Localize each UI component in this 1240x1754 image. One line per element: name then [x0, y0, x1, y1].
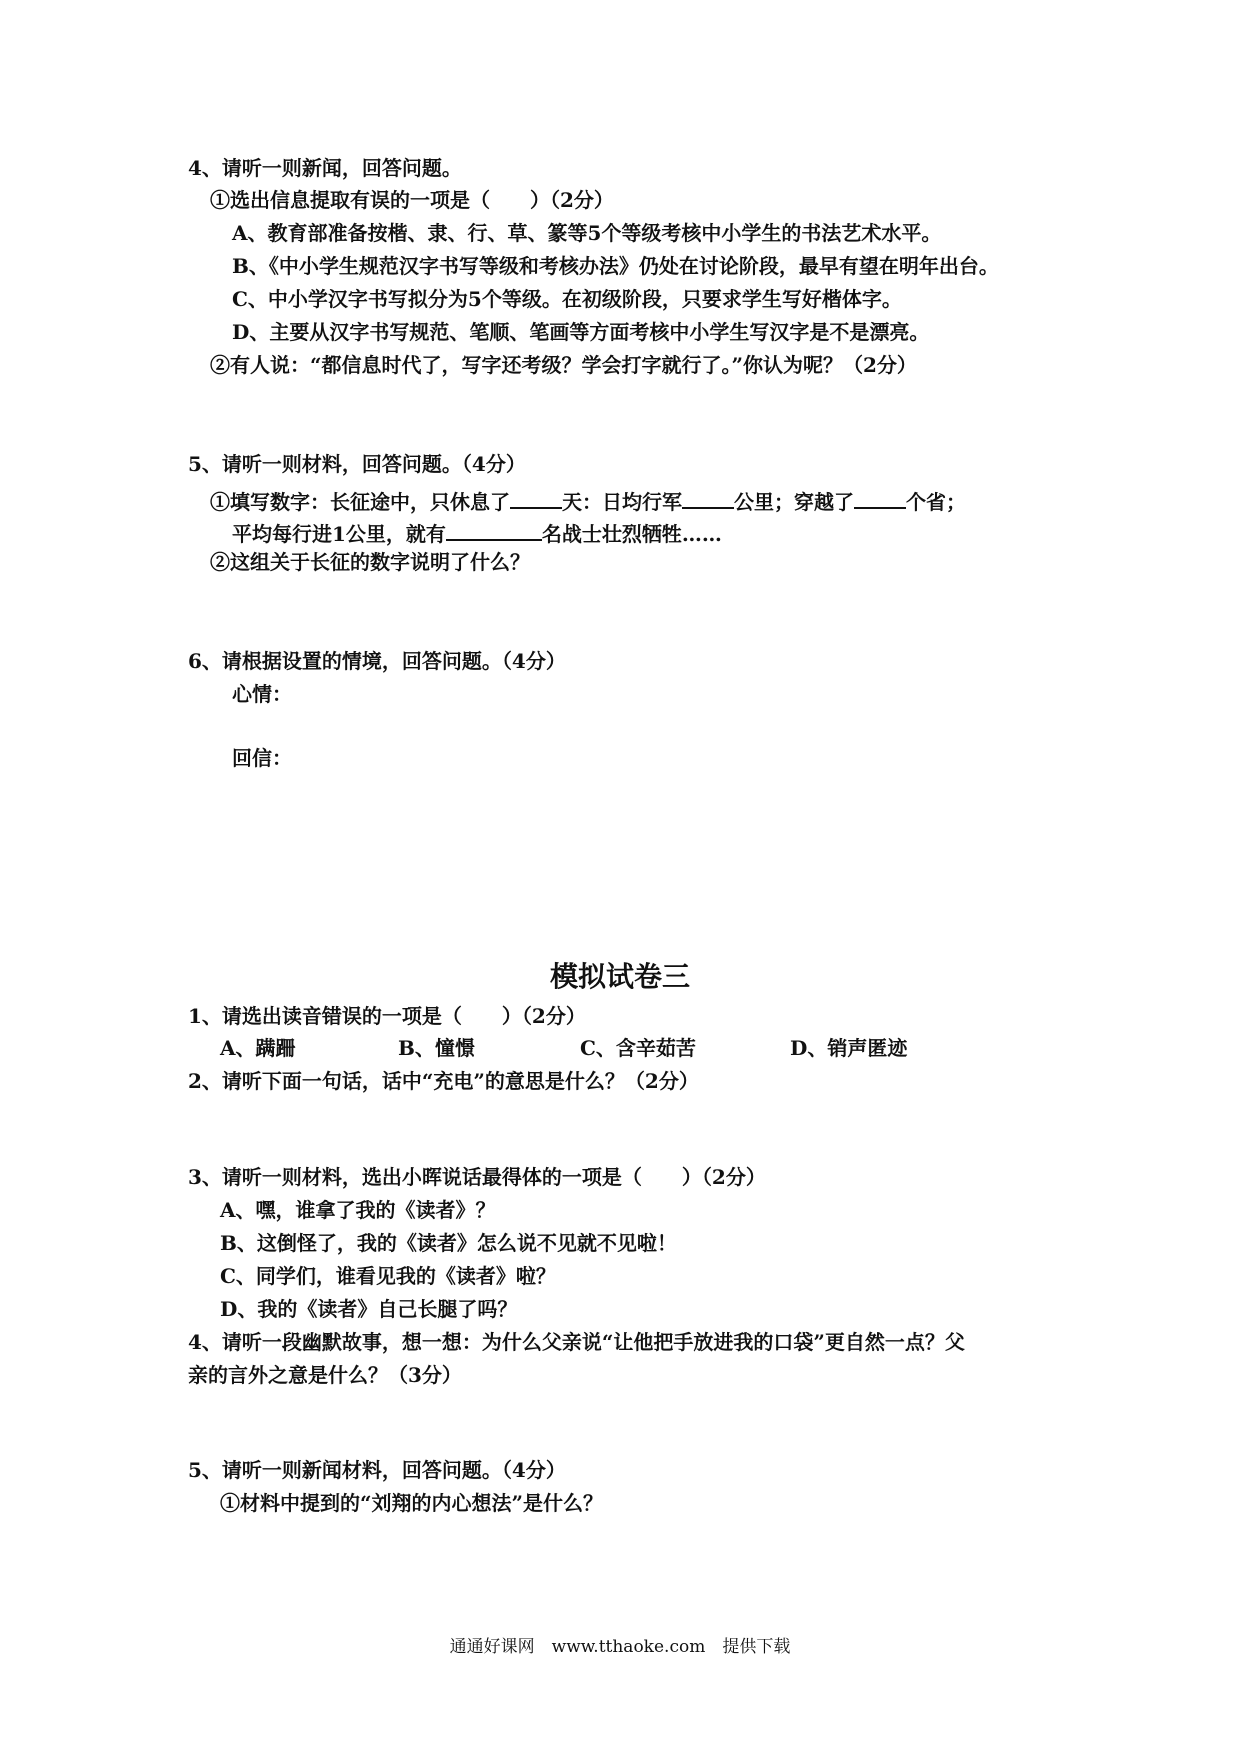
s3-q2-stem: 2、请听下面一句话，话中“充电”的意思是什么？（2分）	[188, 1069, 699, 1093]
q5-sub1-text-3: 公里；穿越了	[734, 490, 854, 514]
answer-blank[interactable]	[446, 519, 542, 541]
q4-sub1: ①选出信息提取有误的一项是（ ）（2分）	[210, 188, 614, 212]
q5-sub1-line2-text-1: 平均每行进1公里，就有	[232, 522, 446, 546]
s3-q1-option-c: C、含辛茹苦	[580, 1036, 696, 1060]
s3-q4-line2: 亲的言外之意是什么？（3分）	[188, 1363, 462, 1387]
q5-sub1-text-2: 天：日均行军	[562, 490, 682, 514]
s3-q4-line1: 4、请听一段幽默故事，想一想：为什么父亲说“让他把手放进我的口袋”更自然一点？父	[188, 1330, 965, 1354]
s3-q3-option-b: B、这倒怪了，我的《读者》怎么说不见就不见啦！	[220, 1231, 677, 1255]
answer-blank[interactable]	[682, 487, 734, 509]
section-title: 模拟试卷三	[549, 960, 690, 993]
q4-option-d: D、主要从汉字书写规范、笔顺、笔画等方面考核中小学生写汉字是不是漂亮。	[232, 320, 930, 344]
q4-option-a: A、教育部准备按楷、隶、行、草、篆等5个等级考核中小学生的书法艺术水平。	[232, 221, 942, 245]
s3-q3-option-d: D、我的《读者》自己长腿了吗？	[220, 1297, 518, 1321]
page-footer: 通通好课网 www.tthaoke.com 提供下载	[449, 1637, 791, 1657]
q4-stem: 4、请听一则新闻，回答问题。	[188, 156, 462, 180]
answer-blank[interactable]	[510, 487, 562, 509]
s3-q1-option-b: B、憧憬	[398, 1036, 475, 1060]
q5-stem: 5、请听一则材料，回答问题。（4分）	[188, 452, 526, 476]
q6-reply-label: 回信：	[232, 746, 292, 770]
q5-sub1-line2-text-2: 名战士壮烈牺牲……	[541, 522, 722, 546]
q4-option-b: B、《中小学生规范汉字书写等级和考核办法》仍处在讨论阶段，最早有望在明年出台。	[232, 254, 999, 278]
s3-q5-sub1: ①材料中提到的“刘翔的内心想法”是什么？	[220, 1491, 604, 1515]
s3-q1-stem: 1、请选出读音错误的一项是（ ）（2分）	[188, 1004, 586, 1028]
s3-q3-option-c: C、同学们，谁看见我的《读者》啦？	[220, 1264, 556, 1288]
s3-q3-stem: 3、请听一则材料，选出小晖说话最得体的一项是（ ）（2分）	[188, 1165, 766, 1189]
s3-q5-stem: 5、请听一则新闻材料，回答问题。（4分）	[188, 1458, 566, 1482]
q4-option-c: C、中小学汉字书写拟分为5个等级。在初级阶段，只要求学生写好楷体字。	[232, 287, 902, 311]
q5-sub1	[210, 487, 966, 512]
answer-blank[interactable]	[854, 487, 906, 509]
s3-q3-option-a: A、嘿，谁拿了我的《读者》？	[220, 1198, 496, 1222]
s3-q1-option-a: A、蹒跚	[220, 1036, 296, 1060]
q5-sub1-text-4: 个省；	[906, 490, 966, 514]
q5-sub1-line2	[232, 519, 722, 544]
q6-stem: 6、请根据设置的情境，回答问题。（4分）	[188, 649, 566, 673]
q5-sub1-text-1: ①填写数字：长征途中，只休息了	[210, 490, 510, 514]
q5-sub2: ②这组关于长征的数字说明了什么？	[210, 550, 530, 574]
q4-sub2: ②有人说：“都信息时代了，写字还考级？学会打字就行了。”你认为呢？（2分）	[210, 353, 917, 377]
q6-mood-label: 心情：	[232, 682, 292, 706]
s3-q1-option-d: D、销声匿迹	[790, 1036, 908, 1060]
s3-q1-options	[220, 1038, 1020, 1062]
